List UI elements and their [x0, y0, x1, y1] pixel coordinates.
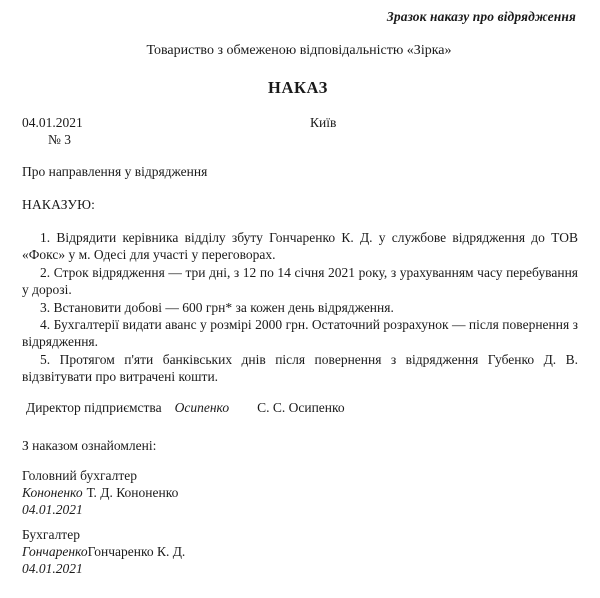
acknowledger-signature-scrawl: Гончаренко — [22, 544, 88, 559]
acknowledger-name-line — [22, 543, 185, 560]
document-subject: Про направлення у відрядження — [22, 164, 208, 179]
document-date: 04.01.2021 — [22, 115, 83, 130]
director-signature-scrawl: Осипенко — [174, 400, 230, 415]
order-clause: 4. Бухгалтерії видати аванс у розмірі 2000 грн. Остаточний розрахунок — після повернення з відрядження. — [22, 317, 578, 350]
acknowledgement-entry — [22, 467, 178, 518]
acknowledger-date: 04.01.2021 — [22, 561, 83, 576]
order-clause: 3. Встановити добові — 600 грн* за кожен день відрядження. — [40, 299, 394, 315]
order-clause: 2. Строк відрядження — три дні, з 12 по 14 січня 2021 року, з урахуванням часу перебування у дорозі. — [22, 264, 578, 298]
acknowledgement-entry — [22, 526, 185, 577]
document-header-note: Зразок наказу про відрядження — [386, 9, 576, 24]
document-number: № 3 — [48, 132, 72, 147]
page-title — [0, 78, 600, 98]
organization-name — [0, 42, 600, 60]
director-signature-line — [26, 399, 345, 416]
acknowledger-fullname: Т. Д. Кононенко — [86, 485, 179, 500]
acknowledger-signature-scrawl: Кононенко — [22, 485, 83, 500]
director-fullname: С. С. Осипенко — [257, 400, 345, 415]
acknowledger-name-line — [22, 484, 178, 501]
order-clause: 1. Відрядити керівника відділу збуту Гончаренко К. Д. у службове відрядження до ТОВ «Фокс» у м. Одесі для участі у переговорах. — [22, 230, 578, 263]
order-clause: 5. Протягом п'яти банківських днів після повернення з відрядження Губенко Д. В. відзвітувати про витрачені кошти. — [22, 351, 578, 385]
acknowledger-fullname: Гончаренко К. Д. — [87, 544, 186, 559]
document-city: Київ — [310, 115, 337, 130]
document-meta-row — [22, 114, 582, 131]
page-title-text: НАКАЗ — [268, 78, 328, 97]
order-clause-list — [22, 229, 578, 386]
order-directive-label: НАКАЗУЮ: — [22, 197, 96, 212]
acknowledger-date: 04.01.2021 — [22, 502, 83, 517]
acknowledger-role: Бухгалтер — [22, 527, 80, 542]
organization-name-text: Товариство з обмеженою відповідальністю «Зірка» — [146, 43, 452, 58]
director-role: Директор підприємства — [26, 400, 162, 415]
acknowledgement-label: З наказом ознайомлені: — [22, 438, 157, 453]
acknowledger-role: Головний бухгалтер — [22, 468, 137, 483]
